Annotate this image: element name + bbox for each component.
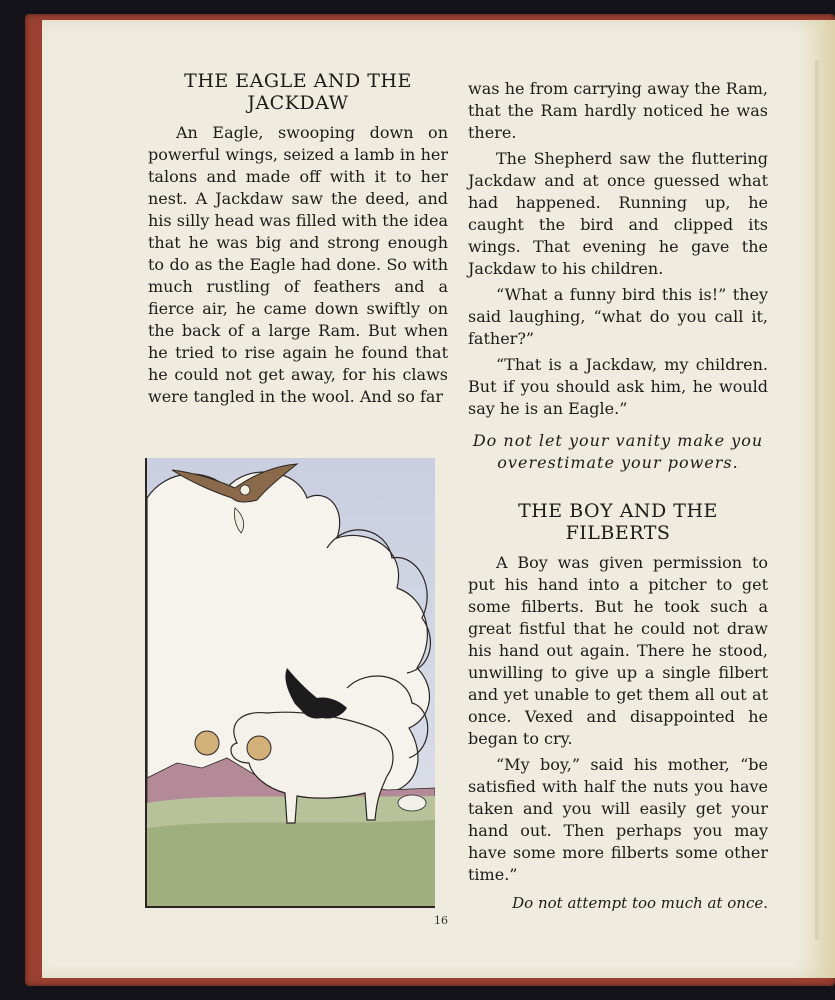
story-paragraph: An Eagle, swooping down on powerful wings, seized a lamb in her talons and made off with it to her nest. A Jackdaw saw the deed, and his silly head was filled with the idea that he was big and strong enough to do as the Eagle had done. So with much rustling of feathers and a fierce air, he came down swiftly on the back of a large Ram. But when he tried to rise again he found that he could not get away, for his claws were tangled in the wool. And so far [148,123,448,406]
story-moral-boy-filberts: Do not attempt too much at once. [512,894,768,912]
page-edge [815,60,819,940]
story-paragraph: “What a funny bird this is!” they said laughing, “what do you call it, father?” [468,285,768,348]
story-paragraph-continued: was he from carrying away the Ram, that the Ram hardly noticed he was there. [468,79,768,142]
story-paragraph: The Shepherd saw the fluttering Jackdaw and at once guessed what had happened. Running up, he caught the bird and clipped its wings. That evening he gave the Jackdaw to his children. [468,149,768,278]
story-paragraph: “My boy,” said his mother, “be satisfied with half the nuts you have taken and you will easily get your hand out. Then perhaps you may have some more filberts some other time.” [468,755,768,884]
story-paragraph: “That is a Jackdaw, my children. But if you should ask him, he would say he is an Eagle.” [468,355,768,418]
small-sheep [398,795,426,811]
illustration-eagle-ram-jackdaw [145,458,435,908]
story-title-boy-filberts: THE BOY AND THE FILBERTS [518,500,718,544]
story-title-eagle-jackdaw: THE EAGLE AND THE JACKDAW [184,70,412,114]
left-column [148,70,448,408]
page-number: 16 [434,914,448,927]
story-paragraph: A Boy was given permission to put his hand into a pitcher to get some filberts. But he took such a great fistful that he could not draw his hand out again. There he stood, unwilling to give up a single filbert and yet unable to get them all out at once. Vexed and disappointed he began to cry. [468,553,768,748]
right-column [468,78,768,914]
story-moral-eagle-jackdaw: Do not let your vanity make you overestimate your powers. [472,431,764,472]
